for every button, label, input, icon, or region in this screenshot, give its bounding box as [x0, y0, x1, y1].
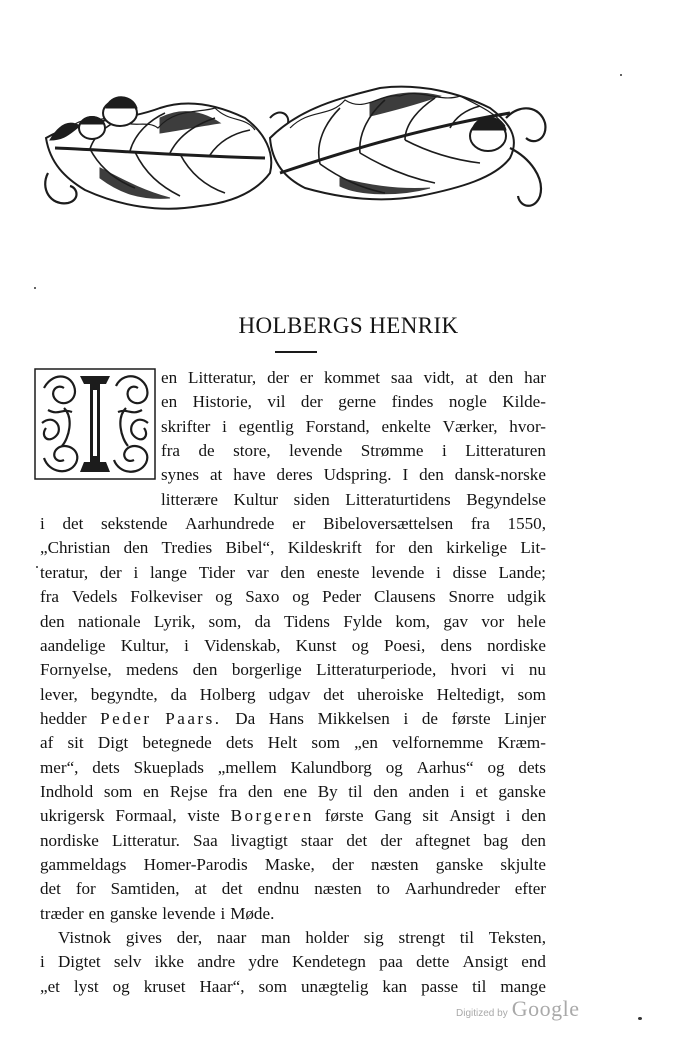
- text-line: i Digtet selv ikke andre ydre Kendetegn paa dette Ansigt end: [40, 952, 546, 972]
- decorated-initial-i: [34, 368, 156, 480]
- title-divider: [275, 351, 317, 353]
- oak-leaf-headpiece-ornament: [40, 78, 552, 220]
- scan-speck: [36, 566, 38, 568]
- chapter-title: HOLBERGS HENRIK: [238, 313, 459, 338]
- text-line: hedder Peder Paars. Da Hans Mikkelsen i de første Linjer: [40, 708, 546, 728]
- text-line: synes at have deres Udspring. I den dansk-norske: [161, 465, 546, 485]
- text-line: af sit Digt betegnede dets Helt som „en velfornemme Kræm-: [40, 733, 546, 753]
- text-line: Fornyelse, medens den borgerlige Litteraturperiode, hvori vi nu: [40, 660, 546, 680]
- text-line: en Historie, vil der gerne findes nogle Kilde-: [161, 392, 546, 412]
- text-line: fra de store, levende Strømme i Litteraturen: [161, 441, 546, 461]
- digitized-by-google-watermark: [456, 996, 579, 1022]
- scan-speck: [620, 74, 622, 76]
- text-line: aandelige Kultur, i Videnskab, Kunst og Poesi, dens nordiske: [40, 635, 546, 655]
- text-line: gammeldags Homer-Parodis Maske, der næsten ganske skjulte: [40, 855, 546, 874]
- scan-speck: [34, 287, 36, 289]
- text-line: lever, begyndte, da Holberg udgav det uheroiske Heltedigt, som: [40, 684, 546, 704]
- text-line: skrifter i egentlig Forstand, enkelte Værker, hvor-: [161, 416, 546, 436]
- text-line: det for Samtiden, at det endnu næsten to Aarhundreder efter: [40, 879, 546, 899]
- text-line: den nationale Lyrik, som, da Tidens Fylde kom, gav vor hele: [40, 611, 546, 631]
- text-line: „et lyst og kruset Haar“, som unægtelig kan passe til mange: [40, 976, 546, 996]
- text-line: Indhold som en Rejse fra den ene By til den anden i et ganske: [40, 781, 546, 801]
- text-line: i det sekstende Aarhundrede er Bibeloversættelsen fra 1550,: [40, 514, 546, 534]
- watermark-prefix: Digitized by: [456, 1008, 508, 1019]
- text-line: fra Vedels Folkeviser og Saxo og Peder Clausens Snorre udgik: [40, 587, 546, 607]
- text-line: teratur, der i lange Tider var den eneste levende i disse Lande;: [40, 562, 546, 582]
- watermark-brand: Google: [511, 996, 580, 1021]
- text-line: mer“, dets Skueplads „mellem Kalundborg og Aarhus“ og dets: [40, 757, 546, 777]
- text-line: træder en ganske levende i Møde.: [40, 903, 275, 923]
- text-line: ukrigersk Formaal, viste Borgeren første Gang sit Ansigt i den: [40, 806, 546, 826]
- text-line: en Litteratur, der er kommet saa vidt, at den har: [161, 368, 546, 387]
- scan-speck: [638, 1017, 642, 1020]
- text-line: „Christian den Tredies Bibel“, Kildeskrift for den kirkelige Lit-: [40, 538, 546, 558]
- text-line: Vistnok gives der, naar man holder sig strengt til Teksten,: [58, 928, 546, 948]
- text-line: litterære Kultur siden Litteraturtidens Begyndelse: [161, 489, 546, 509]
- text-line: nordiske Litteratur. Saa livagtigt staar det der aftegnet bag den: [40, 830, 546, 850]
